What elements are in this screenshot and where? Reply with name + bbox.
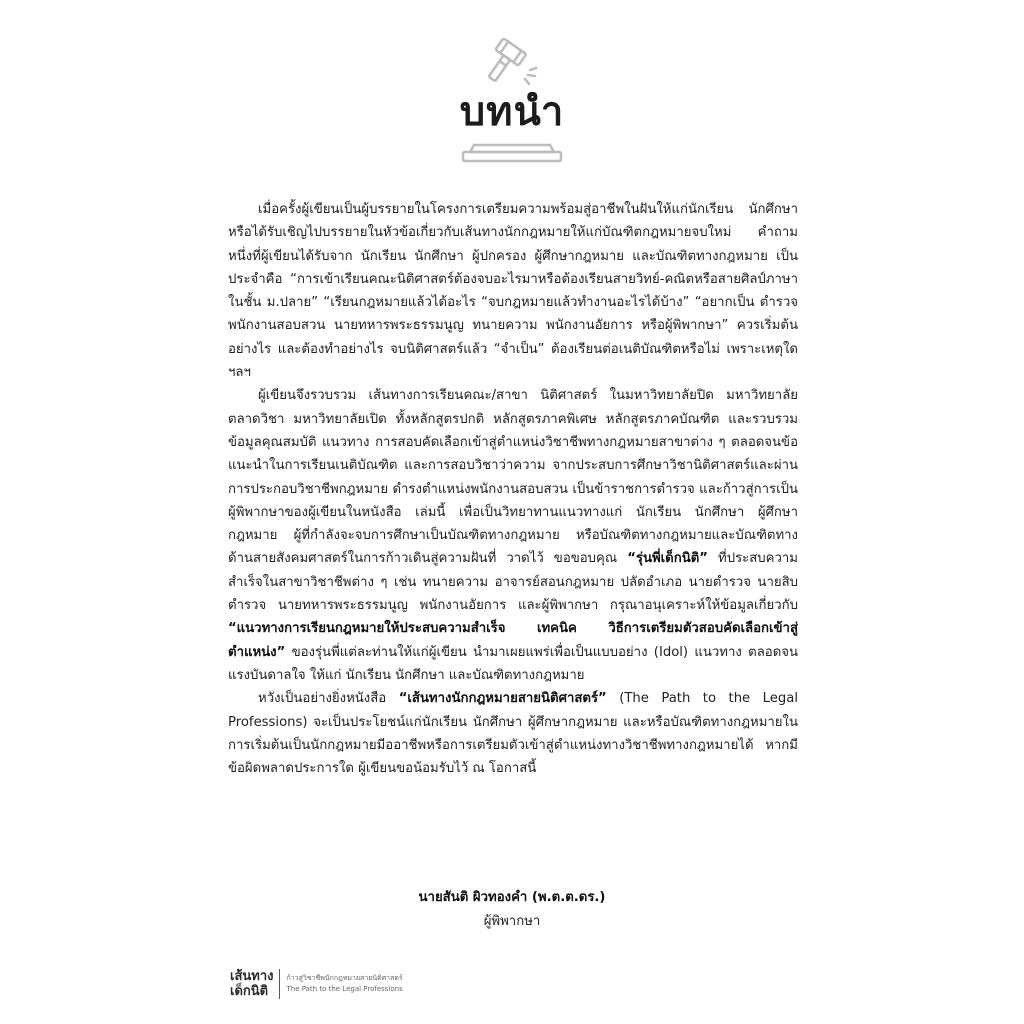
highlight-study-guidance: “แนวทางการเรียนกฎหมายให้ประสบความสำเร็จ เทคนิค วิธีการเตรียมตัวสอบคัดเลือกเข้าสู่ตำแหน่ง”: [228, 621, 798, 660]
tagline-english: The Path to the Legal Professions: [286, 985, 403, 993]
paragraph-1-text: เมื่อครั้งผู้เขียนเป็นผู้บรรยายในโครงการเตรียมความพร้อมสู่อาชีพในฝันให้แก่นักเรียน นักศึกษา หรือได้รับเชิญไปบรรยายในหัวข้อเกี่ยวกับเส้นทางนักกฎหมายให้แก่บัณฑิตกฎหมายจบใหม่ คำถามหนึ่งที่ผู้เขียนได้รับจาก นักเรียน นักศึกษา ผู้ปกครอง ผู้ศึกษากฎหมาย และบัณฑิตทางกฎหมาย เป็นประจำคือ “การเข้าเรียนคณะนิติศาสตร์ต้องจบอะไรมาหรือต้องเรียนสายวิทย์-คณิตหรือสายศิลป์ภาษาในชั้น ม.ปลาย” “เรียนกฎหมายแล้วได้อะไร “จบกฎหมายแล้วทำงานอะไรได้บ้าง” “อยากเป็น ตำรวจ พนักงานสอบสวน นายทหารพระธรรมนูญ ทนายความ พนักงานอัยการ หรือผู้พิพากษา” ควรเริ่มต้นอย่างไร และต้องทำอย่างไร จบนิติศาสตร์แล้ว “จำเป็น” ต้องเรียนต่อเนติบัณฑิตหรือไม่ เพราะเหตุใด ฯลฯ: [228, 202, 798, 381]
paragraph-2-text-a: ผู้เขียนจึงรวบรวม เส้นทางการเรียนคณะ/สาขา นิติศาสตร์ ในมหาวิทยาลัยปิด มหาวิทยาลัยตลาดวิชา มหาวิทยาลัยเปิด ทั้งหลักสูตรปกติ หลักสูตรภาคพิเศษ หลักสูตรภาคบัณฑิต และรวบรวมข้อมูลคุณสมบัติ แนวทาง การสอบคัดเลือกเข้าสู่ตำแหน่งวิชาชีพทางกฎหมายสาขาต่าง ๆ ตลอดจนข้อแนะนำในการเรียนเนติบัณฑิต และการสอบวิชาว่าความ จากประสบการศึกษาวิชานิติศาสตร์และผ่านการประกอบวิชาชีพกฎหมาย ดำรงตำแหน่งพนักงานสอบสวน เป็นข้าราชการตำรวจ และก้าวสู่การเป็นผู้พิพากษาของผู้เขียนในหนังสือ เล่มนี้ เพื่อเป็นวิทยาทานแนวทางแก่ นักเรียน นักศึกษา ผู้ศึกษากฎหมาย ผู้ที่กำลังจะจบการศึกษาเป็นบัณฑิตทางกฎหมาย หรือบัณฑิตทางกฎหมายและบัณฑิตทางด้านสายสังคมศาสตร์ในการก้าวเดินสู่ความฝันที่ วาดไว้ ขอขอบคุณ: [228, 388, 798, 567]
brand-logo: [230, 969, 280, 999]
author-signature: [0, 886, 1024, 934]
paragraph-2-text-b: ที่ประสบความสำเร็จในสาขาวิชาชีพต่าง ๆ เช่น ทนายความ อาจารย์สอนกฎหมาย ปลัดอำเภอ นายตำรวจ นายสิบตำรวจ นายทหารพระธรรมนูญ พนักงานอัยการ และผู้พิพากษา กรุณาอนุเคราะห์ให้ข้อมูลเกี่ยวกับ: [228, 551, 798, 614]
footer-brand: [230, 966, 403, 1002]
introduction-body: [228, 198, 798, 780]
paragraph-3-text-b: (The Path to the Legal Professions) จะเป็นประโยชน์แก่นักเรียน นักศึกษา ผู้ศึกษากฎหมาย และหรือบัณฑิตทางกฎหมายในการเริ่มต้นเป็นนักกฎหมายมีออาชีพหรือการเตรียมตัวเข้าสู่ตำแหน่งทางวิชาชีพทางกฎหมายได้ หากมีข้อผิดพลาดประการใด ผู้เขียนขอน้อมรับไว้ ณ โอกาสนี้: [228, 691, 798, 777]
brand-logo-line-1: เส้นทาง: [230, 969, 274, 984]
paragraph-3: [228, 687, 798, 780]
author-title: ผู้พิพากษา: [483, 914, 541, 929]
paragraph-1: [228, 198, 798, 384]
paragraph-2-text-c: ของรุ่นพี่แต่ละท่านให้แก่ผู้เขียน นำมาเผยแพร่เพื่อเป็นแบบอย่าง (Idol) แนวทาง ตลอดจนแรงบันดาลใจ ให้แก่ นักเรียน นักศึกษา และบัณฑิตทางกฎหมาย: [228, 644, 798, 683]
author-name: นายสันติ ผิวทองคำ (พ.ต.ต.ดร.): [418, 890, 606, 905]
paragraph-3-text-a: หวังเป็นอย่างยิ่งหนังสือ: [258, 691, 399, 707]
chapter-title: บทนำ: [459, 89, 565, 135]
chapter-header: [0, 30, 1024, 160]
brand-tagline: [280, 973, 402, 995]
brand-logo-line-2: เด็กนิติ: [230, 984, 269, 999]
tagline-thai: ก้าวสู่วิชาชีพนักกฎหมายสายนิติศาสตร์: [286, 974, 403, 982]
highlight-book-title: “เส้นทางนักกฎหมายสายนิติศาสตร์”: [398, 691, 607, 707]
gavel-stand-icon: [460, 142, 564, 166]
highlight-senior-alumni: “รุ่นพี่เด็กนิติ”: [627, 551, 708, 567]
paragraph-2: [228, 384, 798, 687]
